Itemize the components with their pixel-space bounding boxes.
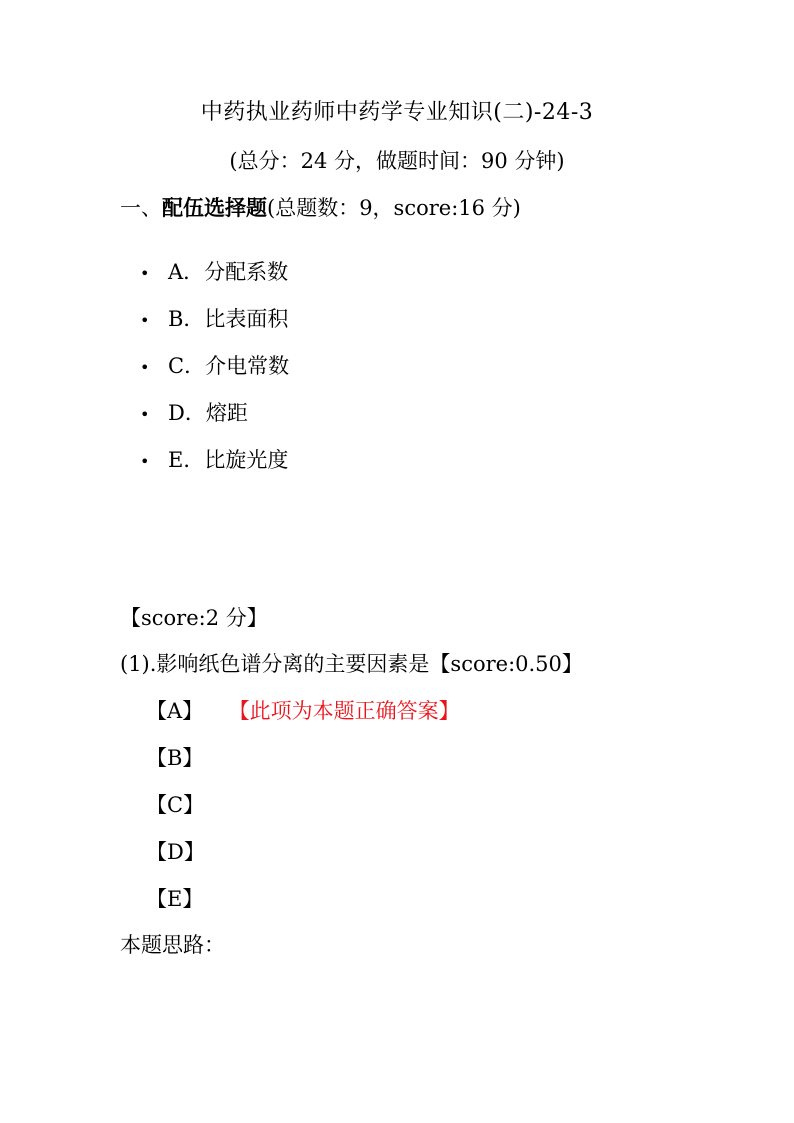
page-title: 中药执业药师中药学专业知识(二)-24-3: [200, 100, 594, 125]
list-item: [140, 256, 289, 303]
list-item: [140, 303, 289, 350]
answer-row: [146, 789, 460, 836]
section-heading: [120, 192, 521, 224]
option-text: D．熔距: [168, 401, 248, 425]
correct-answer-note: 【此项为本题正确答案】: [239, 699, 460, 723]
group-score: 【score:2 分】: [120, 606, 268, 630]
bullet-icon: •: [140, 264, 150, 283]
answer-label: 【D】: [146, 840, 205, 864]
list-item: [140, 444, 289, 491]
option-text: E．比旋光度: [168, 448, 289, 472]
answer-list: [146, 695, 460, 930]
answer-label: 【B】: [146, 746, 204, 770]
option-list: [140, 256, 289, 491]
exam-meta: (总分：24 分，做题时间：90 分钟): [229, 149, 565, 173]
bullet-icon: •: [140, 358, 150, 377]
answer-row: [146, 742, 460, 789]
section-name: 配伍选择题: [162, 195, 267, 220]
option-text: B．比表面积: [168, 307, 289, 331]
list-item: [140, 350, 289, 397]
answer-row: [146, 695, 460, 742]
section-number: 一、: [120, 196, 162, 220]
answer-label: 【E】: [146, 887, 204, 911]
answer-row: [146, 883, 460, 930]
answer-label: 【C】: [146, 793, 205, 817]
analysis-label: 本题思路：: [120, 933, 225, 957]
answer-row: [146, 836, 460, 883]
bullet-icon: •: [140, 311, 150, 330]
answer-label: 【A】: [146, 699, 204, 723]
option-text: A．分配系数: [168, 260, 289, 284]
bullet-icon: •: [140, 405, 150, 424]
option-text: C．介电常数: [168, 354, 290, 378]
section-info: (总题数：9，score:16 分): [267, 196, 521, 220]
bullet-icon: •: [140, 452, 150, 471]
list-item: [140, 397, 289, 444]
question-text: (1).影响纸色谱分离的主要因素是【score:0.50】: [120, 652, 583, 676]
